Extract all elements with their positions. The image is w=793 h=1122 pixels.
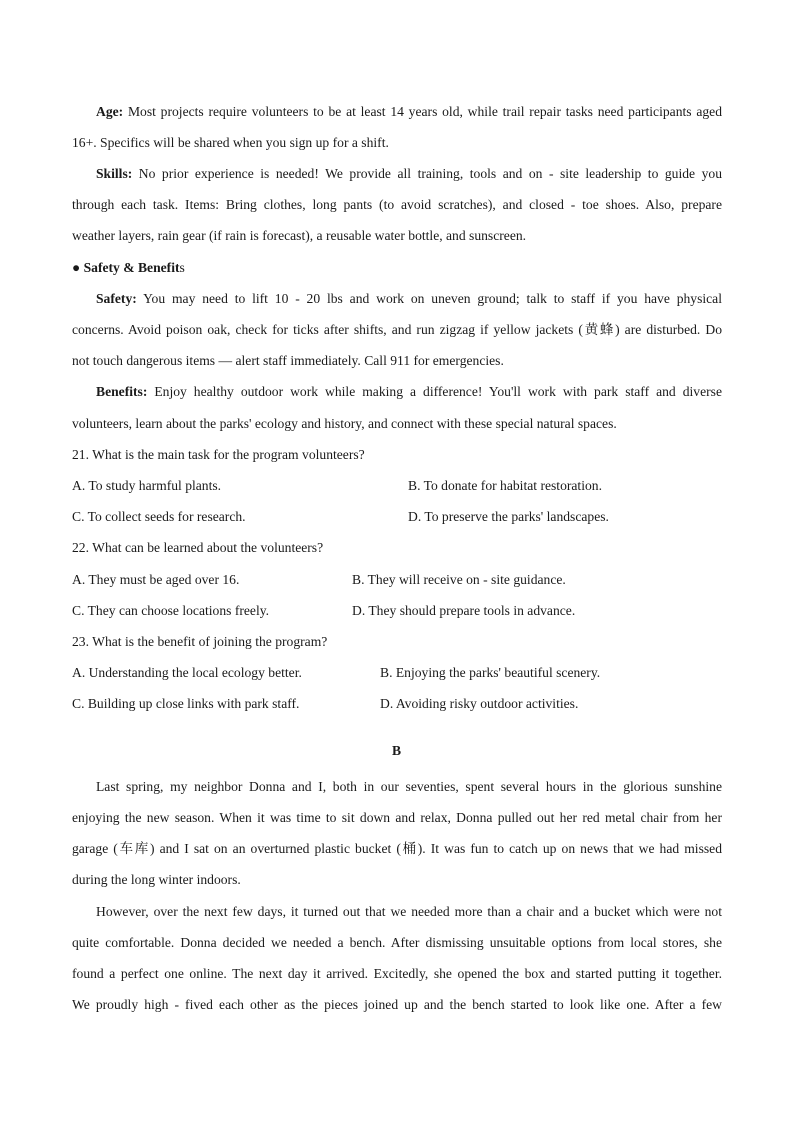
benefits-line-1: Benefits: Enjoy healthy outdoor work while making a difference! You'll work with park staff and diverse	[96, 384, 722, 399]
safety-line-1: Safety: You may need to lift 10 - 20 lbs and work on uneven ground; talk to staff if you have physical	[96, 291, 722, 306]
safety-line-2: concerns. Avoid poison oak, check for ticks after shifts, and run zigzag if yellow jackets (黄蜂) are disturbed. Do	[72, 322, 722, 337]
passage-b-p2-line-4: We proudly high - fived each other as the pieces joined up and the bench started to look like one. After a few	[72, 997, 722, 1012]
question-22-stem: 22. What can be learned about the volunteers?	[72, 540, 324, 555]
question-21-option-c: C. To collect seeds for research.	[72, 509, 246, 524]
skills-line-2: through each task. Items: Bring clothes, long pants (to avoid scratches), and closed - toe shoes. Also, prepare	[72, 197, 722, 212]
question-23-option-b: B. Enjoying the parks' beautiful scenery.	[380, 665, 601, 680]
question-22-option-d: D. They should prepare tools in advance.	[352, 603, 576, 618]
skills-label: Skills:	[96, 166, 133, 181]
benefits-label: Benefits:	[96, 384, 148, 399]
question-23-stem: 23. What is the benefit of joining the program?	[72, 634, 328, 649]
question-21-option-a: A. To study harmful plants.	[72, 478, 222, 493]
question-21-stem: 21. What is the main task for the program volunteers?	[72, 447, 365, 462]
age-label: Age:	[96, 104, 124, 119]
skills-line-3: weather layers, rain gear (if rain is forecast), a reusable water bottle, and sunscreen.	[72, 228, 527, 243]
passage-b-p2-line-2: quite comfortable. Donna decided we needed a bench. After dismissing unsuitable options from local stores, she	[72, 935, 722, 950]
passage-b-p2-line-1: However, over the next few days, it turned out that we needed more than a chair and a bucket which were not	[96, 904, 722, 919]
passage-b-p2-line-3: found a perfect one online. The next day it arrived. Excitedly, she opened the box and started putting it together.	[72, 966, 722, 981]
question-22-option-c: C. They can choose locations freely.	[72, 603, 270, 618]
passage-b-p1-line-2: enjoying the new season. When it was time to sit down and relax, Donna pulled out her red metal chair from her	[72, 810, 722, 825]
question-21-option-b: B. To donate for habitat restoration.	[408, 478, 602, 493]
age-line-1: Age: Most projects require volunteers to be at least 14 years old, while trail repair tasks need participants aged	[96, 104, 722, 119]
bullet-icon: ●	[72, 260, 81, 275]
section-b-title: B	[391, 743, 402, 758]
question-23-option-a: A. Understanding the local ecology better.	[72, 665, 302, 680]
safety-benefits-heading: ● Safety & Benefits	[72, 260, 185, 275]
benefits-line-2: volunteers, learn about the parks' ecology and history, and connect with these special natural spaces.	[72, 416, 617, 431]
passage-b-p1-line-4: during the long winter indoors.	[72, 872, 241, 887]
question-21-option-d: D. To preserve the parks' landscapes.	[408, 509, 609, 524]
safety-line-3: not touch dangerous items — alert staff immediately. Call 911 for emergencies.	[72, 353, 504, 368]
question-22-option-a: A. They must be aged over 16.	[72, 572, 240, 587]
safety-label: Safety:	[96, 291, 137, 306]
question-23-option-c: C. Building up close links with park staff.	[72, 696, 300, 711]
passage-b-p1-line-1: Last spring, my neighbor Donna and I, both in our seventies, spent several hours in the glorious sunshine	[96, 779, 722, 794]
age-line-2: 16+. Specifics will be shared when you sign up for a shift.	[72, 135, 389, 150]
question-23-option-d: D. Avoiding risky outdoor activities.	[380, 696, 579, 711]
question-22-option-b: B. They will receive on - site guidance.	[352, 572, 566, 587]
passage-b-p1-line-3: garage (车库) and I sat on an overturned plastic bucket (桶). It was fun to catch up on news that we had missed	[72, 841, 722, 856]
skills-line-1: Skills: No prior experience is needed! We provide all training, tools and on - site leadership to guide you	[96, 166, 722, 181]
